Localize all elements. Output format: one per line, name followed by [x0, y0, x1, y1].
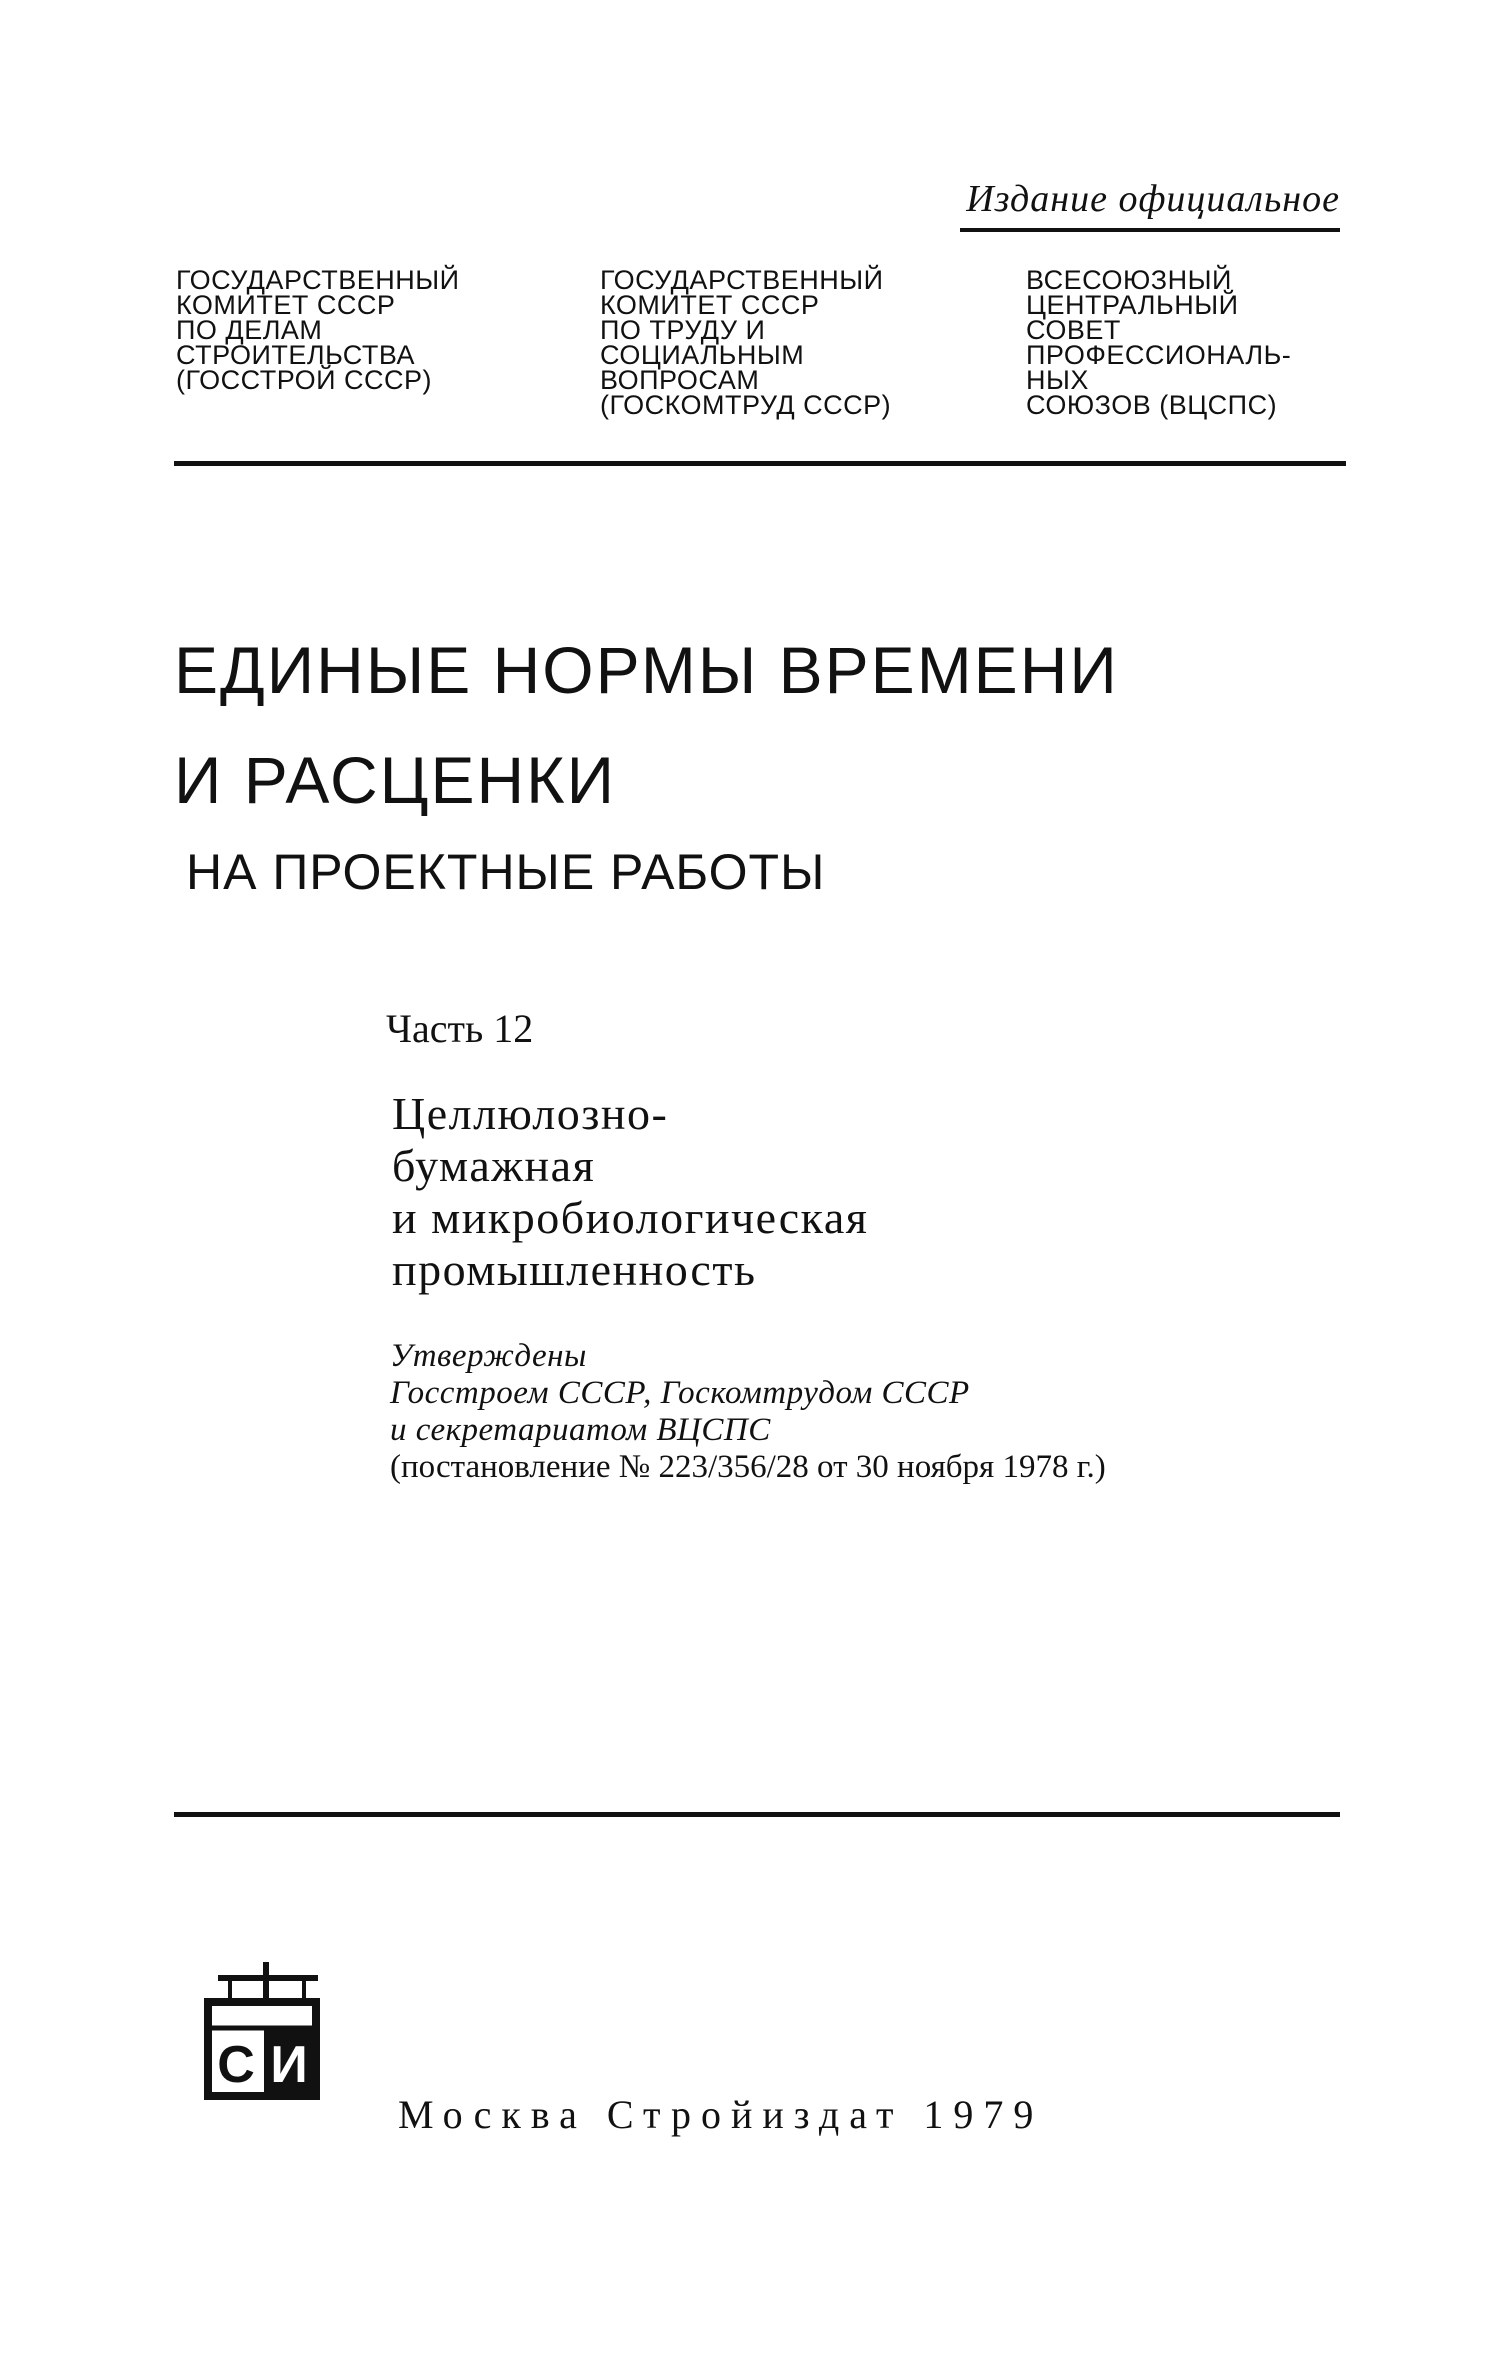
document-title-line-2: И РАСЦЕНКИ — [174, 743, 617, 817]
issuer-line: ГОСУДАРСТВЕННЫЙ — [600, 265, 884, 295]
approval-decree: (постановление № 223/356/28 от 30 ноября 1978 г.) — [390, 1449, 1106, 1485]
stroyizdat-logo-icon — [200, 1958, 324, 2102]
publisher-imprint: Москва Стройиздат 1979 — [398, 2092, 1044, 2137]
part-label: Часть 12 — [386, 1006, 534, 1051]
issuer-line: ВОПРОСАМ — [600, 365, 760, 395]
issuer-line: ВСЕСОЮЗНЫЙ — [1026, 265, 1232, 295]
official-edition-label: Издание официальное — [966, 178, 1340, 220]
document-subtitle: НА ПРОЕКТНЫЕ РАБОТЫ — [186, 844, 826, 900]
approval-line: Утверждены — [390, 1338, 587, 1374]
issuer-gosstroy — [176, 265, 460, 395]
part-name-line: Целлюлозно- — [392, 1088, 669, 1139]
official-edition-underline — [960, 228, 1340, 232]
issuer-line: ГОСУДАРСТВЕННЫЙ — [176, 265, 460, 295]
part-name — [392, 1088, 868, 1296]
issuer-line: СТРОИТЕЛЬСТВА — [176, 340, 415, 370]
issuer-vtssps — [1026, 265, 1292, 420]
issuer-line: ПО ДЕЛАМ — [176, 315, 323, 345]
approval-line: и секретариатом ВЦСПС — [390, 1412, 771, 1448]
issuer-line: (ГОСКОМТРУД СССР) — [600, 390, 892, 420]
issuer-line: СОЮЗОВ (ВЦСПС) — [1026, 390, 1278, 420]
part-name-line: и микробиологическая — [392, 1192, 869, 1243]
logo-letter-i: И — [270, 2036, 308, 2094]
issuer-goskomtrud — [600, 265, 892, 420]
issuer-line: ПО ТРУДУ И — [600, 315, 766, 345]
top-divider — [174, 461, 1346, 466]
document-title-line-1: ЕДИНЫЕ НОРМЫ ВРЕМЕНИ — [174, 633, 1119, 707]
issuer-line: СОЦИАЛЬНЫМ — [600, 340, 805, 370]
issuer-line: СОВЕТ — [1026, 315, 1121, 345]
approval-line: Госстроем СССР, Госкомтрудом СССР — [390, 1375, 970, 1411]
issuer-line: ПРОФЕССИОНАЛЬ- — [1026, 340, 1292, 370]
logo-letter-s: С — [217, 2036, 255, 2094]
part-name-line: бумажная — [392, 1140, 596, 1191]
bottom-divider — [174, 1812, 1340, 1817]
approval-block — [390, 1338, 1106, 1486]
issuer-line: КОМИТЕТ СССР — [600, 290, 820, 320]
issuer-line: ЦЕНТРАЛЬНЫЙ — [1026, 290, 1239, 320]
issuer-line: (ГОССТРОЙ СССР) — [176, 365, 433, 395]
part-name-line: промышленность — [392, 1244, 757, 1295]
issuer-line: КОМИТЕТ СССР — [176, 290, 396, 320]
issuer-line: НЫХ — [1026, 365, 1089, 395]
